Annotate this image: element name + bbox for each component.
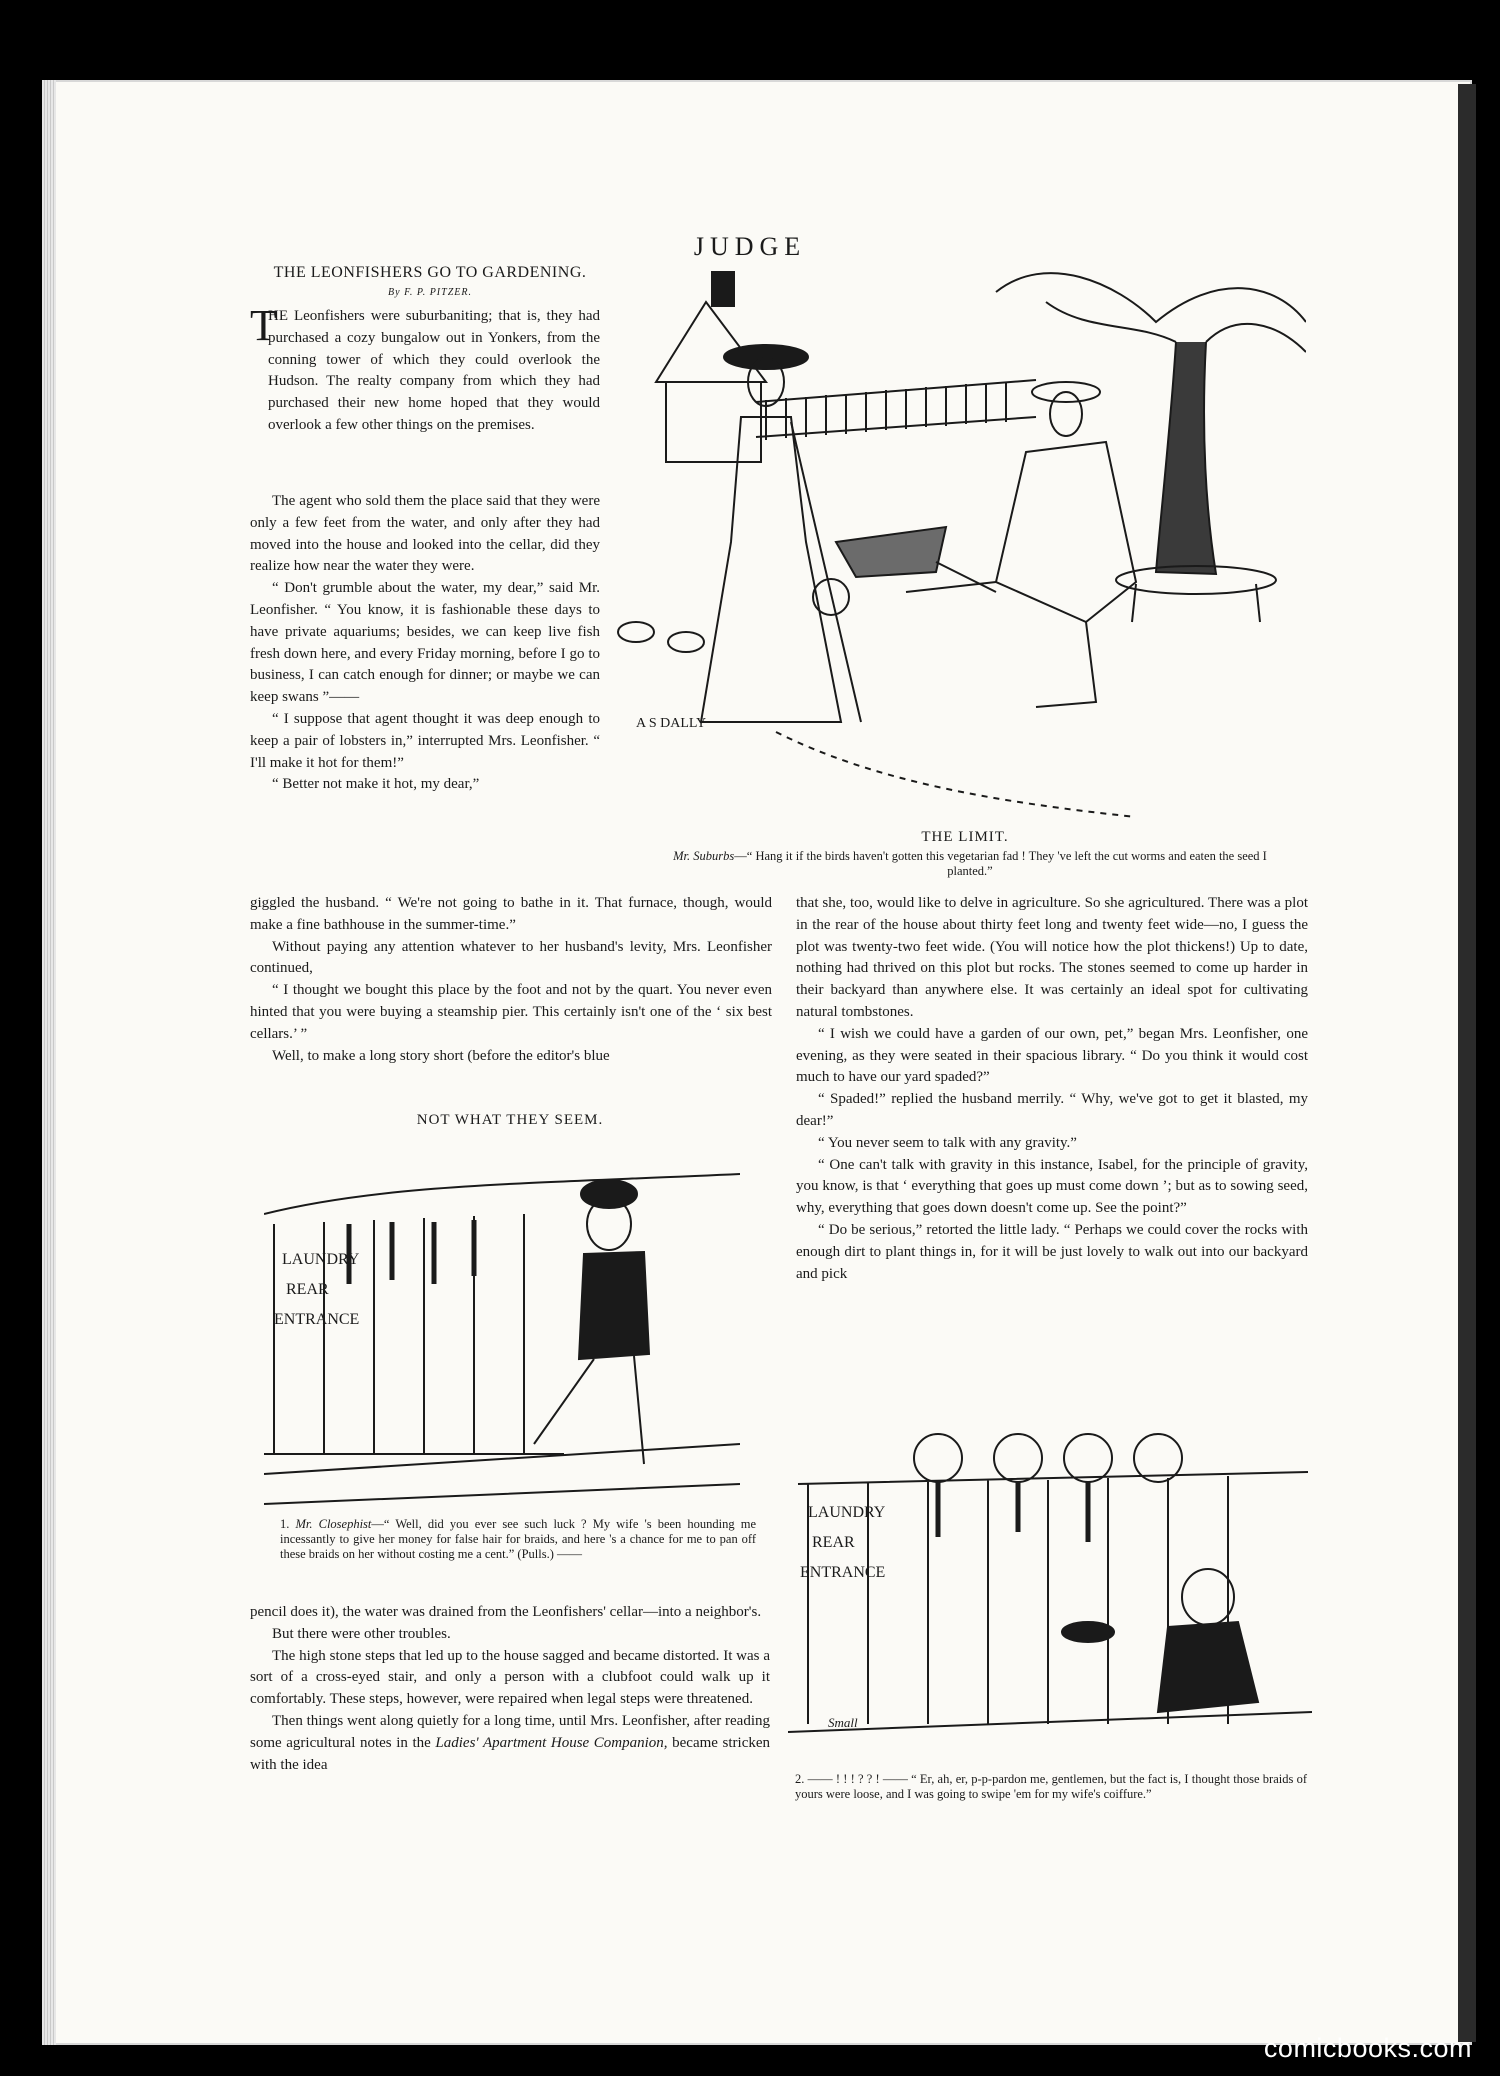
flower-pot: [668, 632, 704, 652]
paragraph: “ Better not make it hot, my dear,”: [272, 776, 480, 793]
paragraph: pencil does it), the water was drained from the Leonfishers' cellar—into a neighbor's.: [250, 1604, 762, 1620]
caption-number: 1.: [280, 1517, 290, 1531]
rake-handle: [791, 422, 861, 722]
paragraph: But there were other troubles.: [272, 1625, 451, 1642]
dropped-hat: [1062, 1622, 1114, 1642]
story-right-column: [796, 893, 1308, 1285]
man-jacket: [996, 442, 1136, 622]
story-byline: By F. P. PITZER.: [388, 287, 472, 298]
cartoon-title: THE LIMIT.: [921, 829, 1009, 845]
paragraph: The agent who sold them the place said that they were only a few feet from the water, and only after they had moved into the house and looked into the cellar, did they realize how near the water they were.: [250, 493, 600, 575]
garden-scene-drawing: [616, 262, 1306, 824]
garden-path: [776, 732, 1136, 817]
story-left-column: [250, 491, 600, 796]
heads-over-fence: [914, 1434, 1182, 1482]
paragraph: Well, to make a long story short (before the editor's blue: [272, 1047, 610, 1064]
picket-fence: [756, 380, 1036, 440]
sign-rear: REAR: [812, 1534, 855, 1551]
paragraph: [250, 1711, 770, 1776]
tree-branches: [996, 273, 1306, 352]
paragraph: giggled the husband. “ We're not going to bathe in it. That furnace, though, would make a fine bathhouse in the summer-time.”: [250, 895, 772, 933]
paragraph: “ I suppose that agent thought it was deep enough to keep a pair of lobsters in,” interrupted Mrs. Leonfisher. “ I'll make it hot for them!”: [250, 710, 600, 771]
cartoon-title: NOT WHAT THEY SEEM.: [416, 1112, 604, 1128]
paragraph: “ I thought we bought this place by the foot and not by the quart. You never even hinted that you were buying a steamship pier. This certainly isn't one of the ‘ six best cellars.’ ”: [250, 982, 772, 1042]
paragraph: “ You never seem to talk with any gravity.”: [818, 1134, 1077, 1151]
story-bottom-left: [250, 1602, 770, 1776]
watermark: comicbooks.com: [1263, 2033, 1472, 2063]
flower-pot: [618, 622, 654, 642]
illustration-braids-heads: [788, 1412, 1312, 1768]
tree-trunk: [1156, 342, 1216, 574]
sign-entrance: ENTRANCE: [274, 1311, 360, 1328]
house-wall: [666, 382, 761, 462]
paragraph: “ One can't talk with gravity in this instance, Isabel, for the principle of gravity, you know, is that ‘ everything that goes up must come down ’; but as to sowing seed, why, everything that goes down doesn't come up. See the point?”: [796, 1156, 1308, 1217]
magazine-title: Ladies' Apartment House Companion,: [435, 1734, 668, 1751]
chimney: [712, 272, 734, 306]
cartoon-caption: [280, 1517, 756, 1562]
illustration-the-limit: [616, 262, 1306, 824]
paragraph: that she, too, would like to delve in agriculture. So she agricultured. There was a plot in the rear of the house about thirty feet long and twenty feet wide—no, I guess the plot was twenty-two feet wide. (You will notice how the plot thickens!) Up to date, nothing had thrived on this plot but rocks. The stones seemed to come up harder in their backyard than anywhere else. It was certainly an ideal spot for cultivating natural tombstones.: [796, 895, 1308, 1020]
drop-cap: T: [250, 301, 277, 350]
paragraph: Without paying any attention whatever to her husband's levity, Mrs. Leonfisher continued,: [250, 938, 772, 977]
story-title: THE LEONFISHERS GO TO GARDENING.: [273, 264, 587, 281]
caption-speaker: Mr. Suburbs: [673, 849, 735, 863]
sign-entrance: ENTRANCE: [800, 1564, 886, 1581]
hanging-braids: [349, 1220, 474, 1284]
braids: [938, 1482, 1088, 1542]
derby-hat: [581, 1180, 637, 1208]
man-limbs: [906, 582, 1096, 707]
paragraph-text: became stricken with the idea: [250, 1734, 771, 1773]
caption-text: —“ Well, did you ever see such luck ? My wife 's been hounding me incessantly to give her money for false hair for braids, and here 's a chance for me to pan off these braids on her without costing me a cent.” (Pulls.) ——: [280, 1517, 756, 1561]
heads-over-fence-drawing: [788, 1412, 1312, 1768]
artist-signature: A S DALLY: [636, 716, 707, 731]
caption-text: —“ Hang it if the birds haven't gotten this vegetarian fad ! They 've left the cut worms and eaten the seed I planted.”: [734, 849, 1267, 878]
fence-top-wire: [264, 1174, 740, 1214]
fence-boards: [264, 1214, 564, 1454]
fence-braids-drawing: [264, 1144, 740, 1514]
man-coat: [1158, 1622, 1258, 1712]
man-legs: [534, 1356, 644, 1464]
masthead: JUDGE: [693, 232, 807, 261]
paragraph: “ Do be serious,” retorted the little lady. “ Perhaps we could cover the rocks with enough dirt to plant things in, for it will be just lovely to walk out into our backyard and pick: [796, 1221, 1308, 1282]
sign-laundry: LAUNDRY: [808, 1504, 886, 1521]
caption-speaker: Mr. Closephist: [295, 1517, 372, 1531]
man-head: [1050, 392, 1082, 436]
story-left-continued: [250, 893, 772, 1067]
paragraph-text: Then things went along quietly for a long time, until Mrs. Leonfisher, after reading some agricultural notes in the: [250, 1712, 770, 1751]
ground: [788, 1712, 1312, 1732]
paragraph-text: HE Leonfishers were suburbaniting; that is, they had purchased a cozy bungalow out in Yonkers, from the conning tower of which they could overlook the Hudson. The realty company from which they had purchased their new home hoped that they would overlook a few other things on the premises.: [268, 308, 600, 433]
cartoon-caption: [650, 849, 1290, 879]
story-paragraph: [268, 306, 600, 437]
paragraph: “ I wish we could have a garden of our own, pet,” began Mrs. Leonfisher, one evening, as they were seated in their spacious library. “ Do you think it would cost much to have our yard spaded?”: [796, 1025, 1308, 1086]
paragraph: “ Spaded!” replied the husband merrily. “ Why, we've got to get it blasted, my dear!”: [796, 1091, 1308, 1129]
paragraph: “ Don't grumble about the water, my dear,” said Mr. Leonfisher. “ You know, it is fashionable these days to have private aquariums; besides, we can keep live fish fresh down here, and every Friday morning, before I go to business, I can catch enough for dinner; or maybe we can keep swans ”——: [250, 580, 600, 706]
sign-laundry: LAUNDRY: [282, 1251, 360, 1268]
binding-edge: [1458, 84, 1476, 2042]
wheelbarrow: [813, 527, 996, 615]
paragraph: The high stone steps that led up to the house sagged and became distorted. It was a sort of a cross-eyed stair, and only a person with a clubfoot could walk up it comfortably. These steps, however, were repaired when legal steps were threatened.: [250, 1647, 770, 1708]
page-edge-stack: [42, 80, 56, 2045]
illustration-not-what-they-seem: [264, 1144, 740, 1514]
drop-cap-holder: [250, 301, 277, 350]
artist-signature: Small: [828, 1715, 858, 1730]
cartoon-caption: 2. —— ! ! ! ? ? ! —— “ Er, ah, er, p-p-pardon me, gentlemen, but the fact is, I thought those braids of yours were loose, and I was going to swipe 'em for my wife's coiffure.”: [795, 1772, 1307, 1801]
man-coat: [579, 1252, 649, 1359]
man-head: [1182, 1569, 1234, 1625]
woman-figure: [701, 345, 861, 722]
sign-rear: REAR: [286, 1281, 329, 1298]
man-closephist: [534, 1180, 649, 1464]
